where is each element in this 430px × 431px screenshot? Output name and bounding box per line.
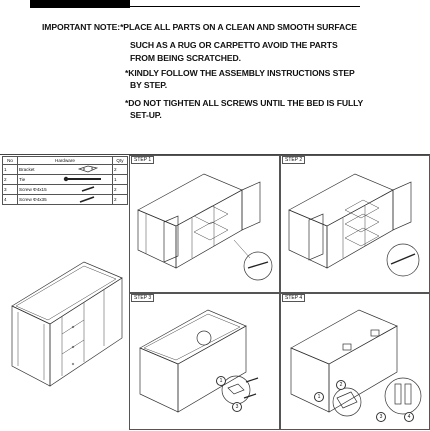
row-hardware	[18, 175, 113, 185]
row-hardware	[18, 165, 113, 175]
row-name: Bracket	[19, 167, 35, 172]
table-row	[3, 195, 128, 205]
sideboard-overview-drawing	[4, 258, 124, 388]
row-qty: 2	[113, 165, 128, 175]
bracket-icon	[78, 165, 98, 173]
note-line-6: *DO NOT TIGHTEN ALL SCREWS UNTIL THE BED IS FULLY	[125, 98, 364, 108]
step-3-drawing	[134, 302, 274, 422]
table-row	[3, 165, 128, 175]
row-qty: 2	[113, 185, 128, 195]
callout-2: 2	[336, 380, 346, 390]
row-no: 1	[3, 165, 18, 175]
note-line-2: SUCH AS A RUG OR CARPETTO AVOID THE PARTS	[130, 40, 338, 50]
row-qty: 2	[113, 195, 128, 205]
row-name: Screw Φ4x15	[19, 187, 47, 192]
callout-3: 3	[232, 402, 242, 412]
row-qty: 1	[113, 175, 128, 185]
hardware-table	[2, 156, 128, 205]
hardware-header-row	[3, 157, 128, 165]
step-4-label: STEP 4	[282, 294, 305, 302]
step-2-label: STEP 2	[282, 156, 305, 164]
step-1-drawing	[134, 166, 274, 286]
tie-icon	[63, 176, 103, 182]
screw-icon	[78, 196, 96, 203]
step-3-label: STEP 3	[131, 294, 154, 302]
row-no: 4	[3, 195, 18, 205]
table-row	[3, 185, 128, 195]
header-bar	[30, 0, 130, 8]
step-1-label: STEP 1	[131, 156, 154, 164]
note-line-5: BY STEP.	[130, 80, 168, 90]
table-row	[3, 175, 128, 185]
screw-icon	[80, 186, 96, 192]
row-name: Tie	[19, 177, 26, 182]
row-hardware	[18, 185, 113, 195]
callout-1-step4: 1	[314, 392, 324, 402]
row-no: 3	[3, 185, 18, 195]
step-4-drawing	[285, 302, 425, 422]
note-line-3: FROM BEING SCRATCHED.	[130, 53, 241, 63]
note-line-7: SET-UP.	[130, 110, 162, 120]
callout-1: 1	[216, 376, 226, 386]
header-rule	[130, 6, 360, 7]
callout-4: 4	[404, 412, 414, 422]
row-name: Screw Φ4x35	[19, 197, 47, 202]
step-2-drawing	[285, 166, 425, 286]
header-no: No	[3, 157, 18, 165]
note-important: IMPORTANT NOTE:*PLACE ALL PARTS ON A CLEAN AND SMOOTH SURFACE	[42, 22, 357, 32]
header-qty: Qty	[113, 157, 128, 165]
row-no: 2	[3, 175, 18, 185]
header-hardware: Hardware	[18, 157, 113, 165]
note-line-4: *KINDLY FOLLOW THE ASSEMBLY INSTRUCTIONS STEP	[125, 68, 355, 78]
callout-3-step4: 3	[376, 412, 386, 422]
row-hardware	[18, 195, 113, 205]
